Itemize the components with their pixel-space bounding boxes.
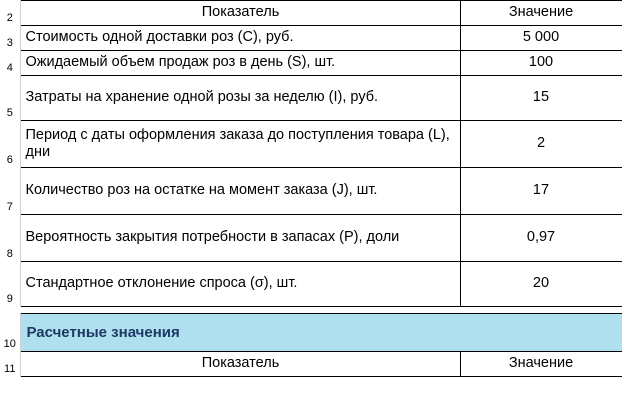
cell-value-expected-sales[interactable]: 100 — [460, 51, 622, 76]
cell-label-expected-sales[interactable]: Ожидаемый объем продаж роз в день (S), шт. — [20, 51, 460, 76]
table-row — [0, 215, 622, 262]
row-number-4[interactable]: 4 — [0, 51, 20, 76]
cell-value-lead-time[interactable]: 2 — [460, 121, 622, 168]
row-number-9[interactable]: 9 — [0, 262, 20, 307]
cell-value-demand-stdev[interactable]: 20 — [460, 262, 622, 307]
row-spacer — [0, 307, 622, 314]
column-header-value[interactable]: Значение — [460, 1, 622, 26]
cell-value-delivery-cost[interactable]: 5 000 — [460, 26, 622, 51]
cell-label-stock-on-hand[interactable]: Количество роз на остатке на момент заказа (J), шт. — [20, 168, 460, 215]
row-number-2[interactable]: 2 — [0, 1, 20, 26]
row-number-5[interactable]: 5 — [0, 76, 20, 121]
cell-label-storage-cost[interactable]: Затраты на хранение одной розы за неделю (I), руб. — [20, 76, 460, 121]
row-number-6[interactable]: 6 — [0, 121, 20, 168]
column-header-indicator-2[interactable]: Показатель — [20, 352, 460, 377]
table-row — [0, 26, 622, 51]
cell-label-delivery-cost[interactable]: Стоимость одной доставки роз (C), руб. — [20, 26, 460, 51]
table-row — [0, 51, 622, 76]
table-row — [0, 262, 622, 307]
section-banner-row — [0, 314, 622, 352]
row-number-3[interactable]: 3 — [0, 26, 20, 51]
table-row — [0, 121, 622, 168]
table-row — [0, 168, 622, 215]
row-number-8[interactable]: 8 — [0, 215, 20, 262]
cell-value-storage-cost[interactable]: 15 — [460, 76, 622, 121]
cell-label-lead-time[interactable]: Период с даты оформления заказа до поступления товара (L), дни — [20, 121, 460, 168]
cell-label-demand-stdev[interactable]: Стандартное отклонение спроса (σ), шт. — [20, 262, 460, 307]
table-row — [0, 76, 622, 121]
cell-label-service-level[interactable]: Вероятность закрытия потребности в запасах (P), доли — [20, 215, 460, 262]
table-row — [0, 1, 622, 26]
spacer-cell-b — [460, 307, 622, 314]
row-number-7[interactable]: 7 — [0, 168, 20, 215]
spacer-gutter — [0, 307, 20, 314]
cell-value-stock-on-hand[interactable]: 17 — [460, 168, 622, 215]
row-number-11[interactable]: 11 — [0, 352, 20, 377]
cell-value-service-level[interactable]: 0,97 — [460, 215, 622, 262]
row-number-10[interactable]: 10 — [0, 314, 20, 352]
spacer-cell-a — [20, 307, 460, 314]
column-header-value-2[interactable]: Значение — [460, 352, 622, 377]
table-row — [0, 352, 622, 377]
section-banner-title[interactable]: Расчетные значения — [20, 314, 460, 352]
column-header-indicator[interactable]: Показатель — [20, 1, 460, 26]
section-banner-filler[interactable] — [460, 314, 622, 352]
